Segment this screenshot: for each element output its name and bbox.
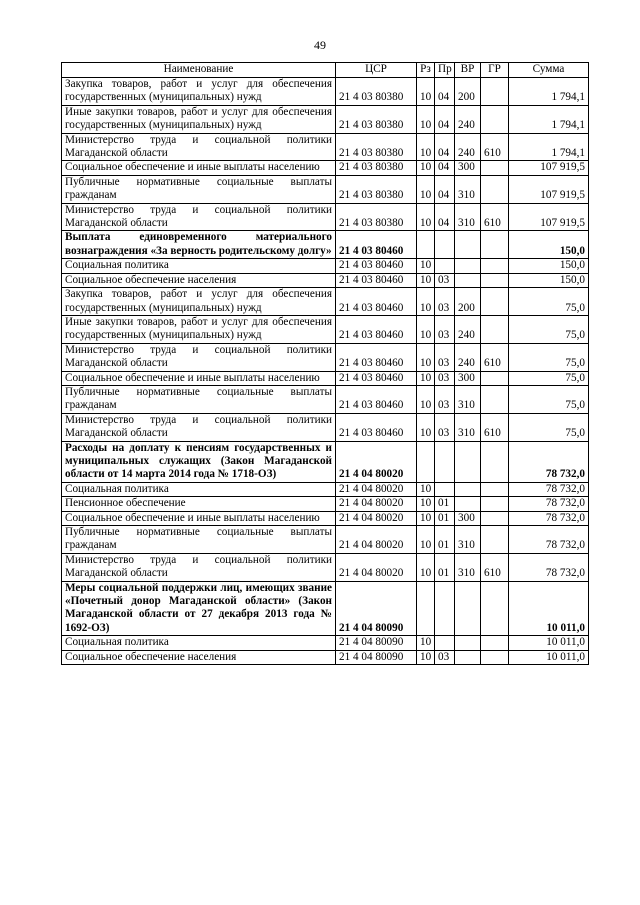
row-gr — [481, 650, 509, 664]
row-rz: 10 — [417, 203, 435, 231]
row-gr — [481, 482, 509, 496]
table-row — [62, 259, 589, 273]
table-row — [62, 526, 589, 554]
row-csr: 21 4 03 80460 — [336, 371, 417, 385]
row-csr: 21 4 03 80380 — [336, 203, 417, 231]
row-pr: 03 — [435, 650, 455, 664]
row-pr: 03 — [435, 371, 455, 385]
row-pr: 04 — [435, 78, 455, 106]
row-gr: 610 — [481, 413, 509, 441]
row-gr — [481, 636, 509, 650]
page-number: 49 — [314, 38, 326, 52]
table-row — [62, 482, 589, 496]
row-pr — [435, 259, 455, 273]
table-row — [62, 650, 589, 664]
row-vr — [455, 259, 481, 273]
row-csr: 21 4 04 80090 — [336, 650, 417, 664]
row-vr: 310 — [455, 175, 481, 203]
row-rz: 10 — [417, 511, 435, 525]
row-pr — [435, 636, 455, 650]
row-csr: 21 4 03 80460 — [336, 315, 417, 343]
row-sum: 78 732,0 — [509, 526, 589, 554]
row-rz: 10 — [417, 343, 435, 371]
row-pr: 03 — [435, 413, 455, 441]
row-vr: 200 — [455, 288, 481, 316]
row-name: Расходы на доплату к пенсиям государственных и муниципальных служащих (Закон Магаданской области от 14 марта 2014 года № 1718-ОЗ) — [62, 441, 336, 482]
row-gr: 610 — [481, 553, 509, 581]
row-sum: 75,0 — [509, 385, 589, 413]
row-pr: 01 — [435, 526, 455, 554]
row-name: Выплата единовременного материального вознаграждения «За верность родительскому долгу» — [62, 231, 336, 259]
row-vr: 310 — [455, 526, 481, 554]
table-row — [62, 273, 589, 287]
row-pr — [435, 581, 455, 636]
row-name: Иные закупки товаров, работ и услуг для обеспечения государственных (муниципальных) нужд — [62, 315, 336, 343]
row-vr: 310 — [455, 553, 481, 581]
row-vr: 300 — [455, 511, 481, 525]
row-vr: 240 — [455, 315, 481, 343]
row-pr: 03 — [435, 343, 455, 371]
row-sum: 150,0 — [509, 259, 589, 273]
row-pr: 01 — [435, 553, 455, 581]
row-name: Закупка товаров, работ и услуг для обеспечения государственных (муниципальных) нужд — [62, 288, 336, 316]
row-name: Социальное обеспечение и иные выплаты населению — [62, 161, 336, 175]
row-pr — [435, 231, 455, 259]
row-pr: 03 — [435, 385, 455, 413]
table-row — [62, 497, 589, 511]
row-name: Министерство труда и социальной политики Магаданской области — [62, 413, 336, 441]
table-row — [62, 441, 589, 482]
row-csr: 21 4 04 80020 — [336, 441, 417, 482]
row-csr: 21 4 03 80460 — [336, 343, 417, 371]
table-row — [62, 315, 589, 343]
header-rz: Рз — [417, 63, 435, 78]
row-csr: 21 4 03 80380 — [336, 133, 417, 161]
row-pr: 04 — [435, 133, 455, 161]
row-csr: 21 4 04 80020 — [336, 511, 417, 525]
row-name: Иные закупки товаров, работ и услуг для обеспечения государственных (муниципальных) нужд — [62, 105, 336, 133]
row-gr — [481, 371, 509, 385]
table-row — [62, 175, 589, 203]
row-rz: 10 — [417, 371, 435, 385]
table-body — [62, 78, 589, 665]
row-sum: 75,0 — [509, 288, 589, 316]
row-sum: 1 794,1 — [509, 133, 589, 161]
row-name: Пенсионное обеспечение — [62, 497, 336, 511]
row-csr: 21 4 04 80090 — [336, 581, 417, 636]
row-gr — [481, 526, 509, 554]
row-gr — [481, 497, 509, 511]
row-pr: 04 — [435, 203, 455, 231]
row-sum: 150,0 — [509, 273, 589, 287]
header-gr: ГР — [481, 63, 509, 78]
row-pr: 03 — [435, 288, 455, 316]
row-gr — [481, 511, 509, 525]
row-gr: 610 — [481, 133, 509, 161]
row-sum: 78 732,0 — [509, 497, 589, 511]
row-vr: 240 — [455, 343, 481, 371]
row-rz — [417, 231, 435, 259]
row-rz: 10 — [417, 175, 435, 203]
row-rz: 10 — [417, 315, 435, 343]
row-vr: 200 — [455, 78, 481, 106]
row-name: Меры социальной поддержки лиц, имеющих звание «Почетный донор Магаданской области» (Закон Магаданской области от 27 декабря 2013 года № 1692-ОЗ) — [62, 581, 336, 636]
row-rz: 10 — [417, 133, 435, 161]
table-row — [62, 288, 589, 316]
row-csr: 21 4 03 80380 — [336, 175, 417, 203]
row-csr: 21 4 04 80090 — [336, 636, 417, 650]
table-row — [62, 161, 589, 175]
table-row — [62, 385, 589, 413]
row-sum: 1 794,1 — [509, 105, 589, 133]
row-gr — [481, 273, 509, 287]
row-name: Закупка товаров, работ и услуг для обеспечения государственных (муниципальных) нужд — [62, 78, 336, 106]
row-gr — [481, 385, 509, 413]
row-csr: 21 4 04 80020 — [336, 482, 417, 496]
table-row — [62, 511, 589, 525]
row-sum: 150,0 — [509, 231, 589, 259]
row-sum: 75,0 — [509, 315, 589, 343]
row-csr: 21 4 04 80020 — [336, 553, 417, 581]
row-sum: 75,0 — [509, 413, 589, 441]
row-vr: 300 — [455, 161, 481, 175]
table-header-row — [62, 63, 589, 78]
row-name: Социальное обеспечение населения — [62, 273, 336, 287]
row-name: Публичные нормативные социальные выплаты гражданам — [62, 175, 336, 203]
row-rz: 10 — [417, 636, 435, 650]
row-gr — [481, 288, 509, 316]
row-vr: 310 — [455, 203, 481, 231]
row-vr: 240 — [455, 133, 481, 161]
row-rz: 10 — [417, 497, 435, 511]
row-vr: 300 — [455, 371, 481, 385]
row-pr — [435, 441, 455, 482]
row-rz: 10 — [417, 650, 435, 664]
row-sum: 78 732,0 — [509, 511, 589, 525]
row-gr — [481, 441, 509, 482]
row-sum: 107 919,5 — [509, 175, 589, 203]
row-sum: 78 732,0 — [509, 553, 589, 581]
row-pr: 04 — [435, 161, 455, 175]
row-name: Министерство труда и социальной политики Магаданской области — [62, 133, 336, 161]
row-vr — [455, 273, 481, 287]
row-name: Министерство труда и социальной политики Магаданской области — [62, 203, 336, 231]
row-gr — [481, 259, 509, 273]
row-sum: 78 732,0 — [509, 441, 589, 482]
table-row — [62, 581, 589, 636]
row-vr — [455, 581, 481, 636]
row-rz: 10 — [417, 413, 435, 441]
row-name: Социальное обеспечение и иные выплаты населению — [62, 511, 336, 525]
row-sum: 75,0 — [509, 371, 589, 385]
header-name: Наименование — [62, 63, 336, 78]
row-sum: 10 011,0 — [509, 636, 589, 650]
row-csr: 21 4 04 80020 — [336, 497, 417, 511]
row-gr: 610 — [481, 203, 509, 231]
row-pr: 03 — [435, 273, 455, 287]
row-sum: 78 732,0 — [509, 482, 589, 496]
row-vr: 310 — [455, 385, 481, 413]
row-name: Социальная политика — [62, 259, 336, 273]
row-sum: 75,0 — [509, 343, 589, 371]
row-vr — [455, 231, 481, 259]
table-row — [62, 133, 589, 161]
row-csr: 21 4 03 80460 — [336, 288, 417, 316]
table-row — [62, 78, 589, 106]
header-csr: ЦСР — [336, 63, 417, 78]
row-csr: 21 4 03 80460 — [336, 385, 417, 413]
row-vr — [455, 636, 481, 650]
row-rz: 10 — [417, 526, 435, 554]
row-gr — [481, 315, 509, 343]
row-rz — [417, 441, 435, 482]
row-sum: 107 919,5 — [509, 161, 589, 175]
table-row — [62, 413, 589, 441]
row-csr: 21 4 03 80460 — [336, 259, 417, 273]
row-pr — [435, 482, 455, 496]
header-vr: ВР — [455, 63, 481, 78]
row-pr: 04 — [435, 175, 455, 203]
row-rz: 10 — [417, 105, 435, 133]
row-rz: 10 — [417, 161, 435, 175]
row-gr — [481, 231, 509, 259]
row-rz — [417, 581, 435, 636]
row-pr: 01 — [435, 497, 455, 511]
row-gr — [481, 105, 509, 133]
row-vr — [455, 497, 481, 511]
row-sum: 1 794,1 — [509, 78, 589, 106]
row-name: Социальное обеспечение и иные выплаты населению — [62, 371, 336, 385]
row-name: Социальная политика — [62, 636, 336, 650]
row-gr — [481, 175, 509, 203]
table-row — [62, 231, 589, 259]
row-rz: 10 — [417, 273, 435, 287]
row-gr: 610 — [481, 343, 509, 371]
row-rz: 10 — [417, 259, 435, 273]
row-pr: 01 — [435, 511, 455, 525]
table-row — [62, 371, 589, 385]
row-rz: 10 — [417, 553, 435, 581]
row-pr: 04 — [435, 105, 455, 133]
row-csr: 21 4 03 80380 — [336, 78, 417, 106]
table-row — [62, 203, 589, 231]
budget-table — [61, 62, 589, 665]
row-rz: 10 — [417, 78, 435, 106]
row-name: Министерство труда и социальной политики Магаданской области — [62, 553, 336, 581]
row-name: Министерство труда и социальной политики Магаданской области — [62, 343, 336, 371]
row-pr: 03 — [435, 315, 455, 343]
row-gr — [481, 581, 509, 636]
header-sum: Сумма — [509, 63, 589, 78]
row-sum: 107 919,5 — [509, 203, 589, 231]
row-vr — [455, 441, 481, 482]
row-name: Социальная политика — [62, 482, 336, 496]
row-csr: 21 4 03 80460 — [336, 231, 417, 259]
row-sum: 10 011,0 — [509, 581, 589, 636]
row-name: Публичные нормативные социальные выплаты гражданам — [62, 526, 336, 554]
row-csr: 21 4 03 80380 — [336, 105, 417, 133]
row-csr: 21 4 04 80020 — [336, 526, 417, 554]
row-name: Социальное обеспечение населения — [62, 650, 336, 664]
table-row — [62, 636, 589, 650]
row-vr — [455, 482, 481, 496]
table-row — [62, 553, 589, 581]
row-csr: 21 4 03 80380 — [336, 161, 417, 175]
row-vr: 310 — [455, 413, 481, 441]
table-row — [62, 105, 589, 133]
header-pr: Пр — [435, 63, 455, 78]
row-vr: 240 — [455, 105, 481, 133]
row-csr: 21 4 03 80460 — [336, 273, 417, 287]
row-gr — [481, 78, 509, 106]
row-gr — [481, 161, 509, 175]
row-csr: 21 4 03 80460 — [336, 413, 417, 441]
row-vr — [455, 650, 481, 664]
table-row — [62, 343, 589, 371]
row-rz: 10 — [417, 482, 435, 496]
row-rz: 10 — [417, 288, 435, 316]
row-name: Публичные нормативные социальные выплаты гражданам — [62, 385, 336, 413]
row-rz: 10 — [417, 385, 435, 413]
row-sum: 10 011,0 — [509, 650, 589, 664]
